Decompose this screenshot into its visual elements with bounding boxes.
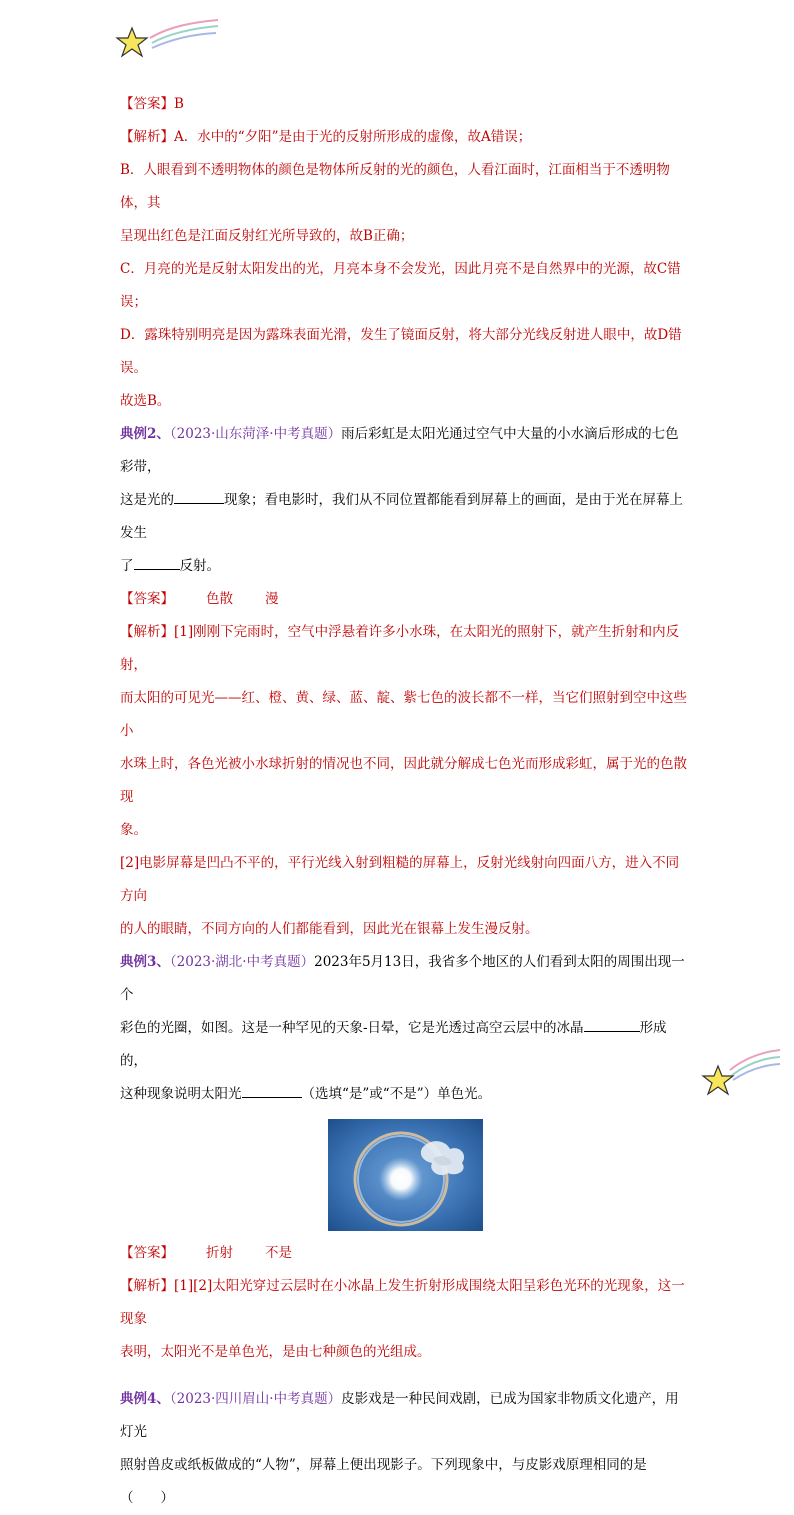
- q4-stem-1: [120, 1383, 690, 1449]
- example-source: （2023·山东菏泽·中考真题）: [169, 426, 342, 442]
- q2-analysis-2b: 的人的眼睛，不同方向的人们都能看到，因此光在银幕上发生漫反射。: [120, 921, 539, 937]
- stem-text: 2023年5月13日，我省多个地区的人们看到太阳的周围出现一个: [120, 954, 685, 1003]
- q2-analysis-1a: [120, 616, 690, 682]
- q1-conclusion: 故选B。: [120, 393, 171, 409]
- answer-value: B: [174, 96, 184, 112]
- q3-analysis-1: [120, 1270, 690, 1336]
- analysis-label: 【解析】: [120, 129, 174, 145]
- q2-answer-line: [120, 583, 690, 616]
- q1-analysis-b2: 呈现出红色是江面反射红光所导致的，故B正确；: [120, 228, 414, 244]
- q1-analysis-a: [120, 121, 690, 154]
- stem-text: （选填“是”或“不是”）单色光。: [301, 1086, 492, 1102]
- q2-analysis-1b: 而太阳的可见光——红、橙、黄、绿、蓝、靛、紫七色的波长都不一样，当它们照射到空中这些小: [120, 690, 687, 739]
- stem-text: 反射。: [179, 558, 220, 574]
- sun-halo-photo: [328, 1119, 483, 1231]
- fill-blank: [174, 489, 224, 504]
- q4-stem-2: 照射兽皮或纸板做成的“人物”，屏幕上便出现影子。下列现象中，与皮影戏原理相同的是（ ）: [120, 1457, 647, 1506]
- fill-blank: [134, 555, 180, 570]
- answer-label: 【答案】: [120, 1245, 174, 1261]
- answer-label: 【答案】: [120, 96, 174, 112]
- example-title: 典例4、: [120, 1391, 170, 1407]
- q2-analysis-1d: 象。: [120, 822, 147, 838]
- figure-container: [120, 1119, 690, 1231]
- example-title: 典例3、: [120, 954, 170, 970]
- q3-stem-1: [120, 946, 690, 1012]
- q3-analysis-2: 表明，太阳光不是单色光，是由七种颜色的光组成。: [120, 1344, 431, 1360]
- stem-text: 皮影戏是一种民间戏剧，已成为国家非物质文化遗产，用灯光: [120, 1391, 679, 1440]
- stem-text: 这种现象说明太阳光: [120, 1086, 242, 1102]
- example-title: 典例2、: [120, 426, 170, 442]
- analysis-text: [1]刚刚下完雨时，空气中浮悬着许多小水珠，在太阳光的照射下，就产生折射和内反射，: [120, 624, 680, 673]
- stem-text: 形成的，: [120, 1020, 667, 1069]
- q1-answer-line: [120, 88, 690, 121]
- stem-text: 雨后彩虹是太阳光通过空气中大量的小水滴后形成的七色彩带，: [120, 426, 679, 475]
- q2-stem-2: [120, 484, 690, 550]
- answer-value: 不是: [265, 1245, 292, 1261]
- analysis-label: 【解析】: [120, 624, 174, 640]
- shooting-star-icon: [700, 1030, 784, 1100]
- analysis-text: A．水中的“夕阳”是由于光的反射所形成的虚像，故A错误；: [174, 129, 532, 145]
- q3-answer-line: [120, 1237, 690, 1270]
- stem-text: 现象；看电影时，我们从不同位置都能看到屏幕上的画面，是由于光在屏幕上发生: [120, 492, 683, 541]
- q2-stem-1: [120, 418, 690, 484]
- fill-blank: [242, 1083, 302, 1098]
- q2-stem-3: [120, 550, 690, 583]
- stem-text: 彩色的光圈，如图。这是一种罕见的天象-日晕，它是光透过高空云层中的冰晶: [120, 1020, 584, 1036]
- q2-analysis-1c: 水珠上时，各色光被小水球折射的情况也不同，因此就分解成七色光而形成彩虹，属于光的色散现: [120, 756, 687, 805]
- answer-value: 漫: [265, 591, 279, 607]
- analysis-label: 【解析】: [120, 1278, 174, 1294]
- example-source: （2023·四川眉山·中考真题）: [169, 1391, 342, 1407]
- q2-analysis-2a: [2]电影屏幕是凹凸不平的，平行光线入射到粗糙的屏幕上，反射光线射向四面八方，进入不同方向: [120, 855, 680, 904]
- example-source: （2023·湖北·中考真题）: [169, 954, 315, 970]
- stem-text: 这是光的: [120, 492, 174, 508]
- answer-label: 【答案】: [120, 591, 174, 607]
- document-body: [120, 88, 690, 1515]
- answer-value: 折射: [206, 1245, 233, 1261]
- q3-stem-2: [120, 1012, 690, 1078]
- q1-analysis-b1: B．人眼看到不透明物体的颜色是物体所反射的光的颜色，人看江面时，江面相当于不透明物体，其: [120, 162, 670, 211]
- q1-analysis-c: C．月亮的光是反射太阳发出的光，月亮本身不会发光，因此月亮不是自然界中的光源，故C错误；: [120, 261, 681, 310]
- answer-value: 色散: [206, 591, 233, 607]
- analysis-text: [1][2]太阳光穿过云层时在小冰晶上发生折射形成围绕太阳呈彩色光环的光现象，这一现象: [120, 1278, 685, 1327]
- q1-analysis-d: D．露珠特别明亮是因为露珠表面光滑，发生了镜面反射，将大部分光线反射进人眼中，故D错误。: [120, 327, 682, 376]
- q3-stem-3: [120, 1078, 690, 1111]
- fill-blank: [584, 1017, 640, 1032]
- stem-text: 了: [120, 558, 134, 574]
- shooting-star-icon: [110, 16, 220, 66]
